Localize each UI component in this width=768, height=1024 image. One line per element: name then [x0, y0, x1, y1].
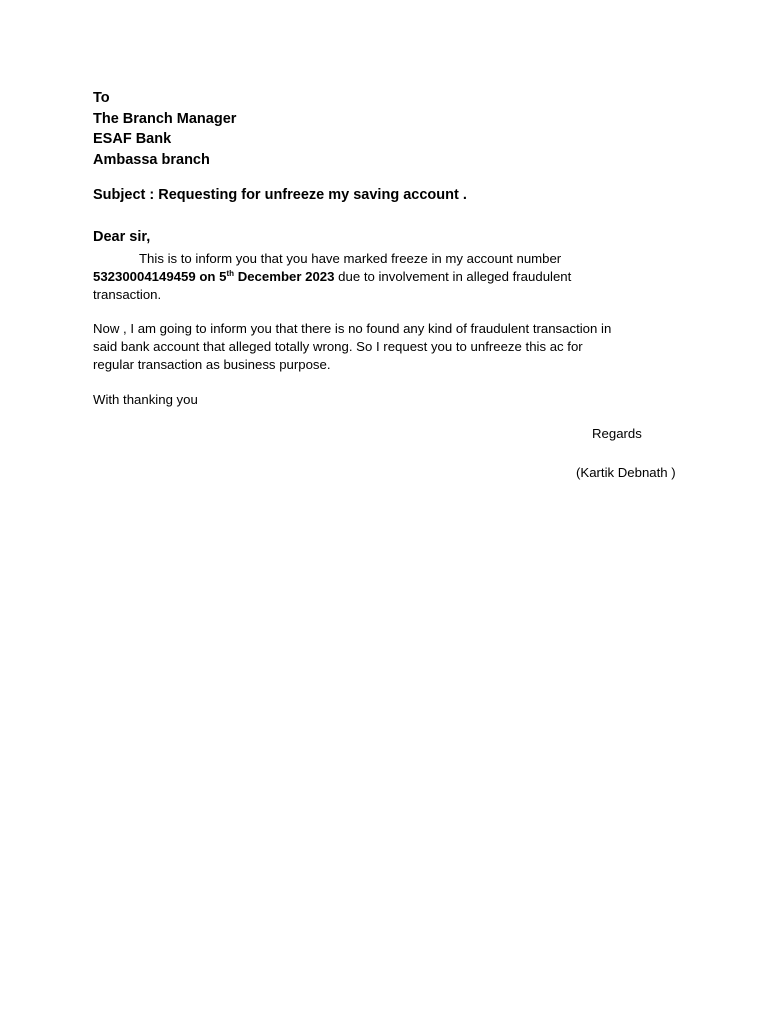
paragraph-1-line-3: transaction. — [93, 287, 162, 302]
paragraph-1 — [93, 250, 683, 304]
closing-line: With thanking you — [93, 392, 198, 407]
date-ordinal-suffix: th — [226, 269, 235, 278]
account-number: 53230004149459 — [93, 269, 196, 284]
salutation: Dear sir, — [93, 229, 151, 245]
paragraph-2-line-3: regular transaction as business purpose. — [93, 357, 331, 372]
address-bank-name: ESAF Bank — [93, 131, 172, 147]
paragraph-1-line-2 — [93, 268, 683, 286]
address-to: To — [93, 90, 110, 106]
paragraph-1-line-1: This is to inform you that you have marked freeze in my account number — [139, 251, 562, 266]
address-branch: Ambassa branch — [93, 151, 210, 168]
letter-subject: Subject : Requesting for unfreeze my saving account . — [93, 187, 467, 203]
paragraph-2-line-2: said bank account that alleged totally wrong. So I request you to unfreeze this ac for — [93, 339, 583, 354]
paragraph-2 — [93, 320, 683, 374]
address-recipient-title: The Branch Manager — [93, 110, 237, 127]
signer-name: (Kartik Debnath ) — [576, 465, 676, 480]
recipient-address — [93, 88, 236, 170]
date-on-text: on 5 — [195, 269, 227, 284]
paragraph-2-line-1: Now , I am going to inform you that there is no found any kind of fraudulent transaction in — [93, 321, 612, 336]
paragraph-1-line-2-rest: due to involvement in alleged fraudulent — [334, 269, 572, 284]
regards: Regards — [592, 426, 642, 441]
date-month-year: December 2023 — [234, 269, 335, 284]
